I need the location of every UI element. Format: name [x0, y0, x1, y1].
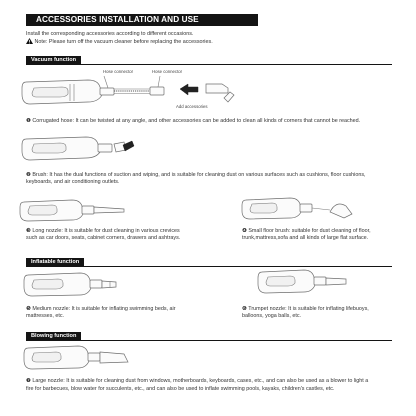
item-medium-nozzle-line1: ❺ Medium nozzle: It is suitable for inflating swimming beds, air: [26, 306, 176, 312]
item-brush-line1: ❷ Brush: It has the dual functions of suction and wiping, and is suitable for cleaning dust on various surfaces such as cushions, floor cushions,: [26, 172, 366, 178]
item-large-nozzle-line2: fire for barbecues, blow water for succulents, etc., and can also be used to inflate swimming pools, kayaks, children's castles, etc.: [26, 386, 335, 392]
section-inflatable-label: Inflatable function: [26, 258, 84, 267]
item-trumpet-nozzle-line1: ❻ Trumpet nozzle: It is suitable for inflating lifebuoys,: [242, 306, 369, 312]
item-trumpet-nozzle-line2: balloons, yoga balls, etc.: [242, 313, 302, 319]
item-medium-nozzle-line2: mattresses, etc.: [26, 313, 65, 319]
item-long-nozzle-line1: ❸ Long nozzle: It is suitable for dust cleaning in various crevices: [26, 228, 180, 234]
intro-text: Install the corresponding accessories according to different occasions.: [26, 31, 194, 37]
item-long-nozzle-line2: such as car doors, seats, cabinet corners, drawers and ashtrays.: [26, 235, 181, 241]
section-blowing-label: Blowing function: [26, 332, 81, 341]
add-accessories-label: Add accessories: [176, 104, 208, 109]
item-corrugated-hose: ❶ Corrugated hose: It can be twisted at any angle, and other accessories can be added to clean all kinds of corners that cannot be reached.: [26, 118, 361, 124]
note-text: Note: Please turn off the vacuum cleaner before replacing the accessories.: [34, 39, 213, 45]
section-vacuum-label: Vacuum function: [26, 56, 81, 65]
item-large-nozzle-line1: ❼ Large nozzle: It is suitable for cleaning dust from windows, motherboards, keyboards, cases, etc., and can also be used as a blower to light a: [26, 378, 369, 384]
item-small-floor-brush-line2: trunk,mattress,sofa and all kinds of large flat surface.: [242, 235, 369, 241]
hose-connector-label-2: Hose connector: [152, 69, 183, 74]
item-brush-line2: keyboards, and air conditioning outlets.: [26, 179, 120, 185]
item-small-floor-brush-line1: ❹ Small floor brush: suitable for dust cleaning of floor,: [242, 228, 371, 234]
hose-connector-label-1: Hose connector: [103, 69, 134, 74]
page-title: ACCESSORIES INSTALLATION AND USE: [26, 14, 258, 26]
